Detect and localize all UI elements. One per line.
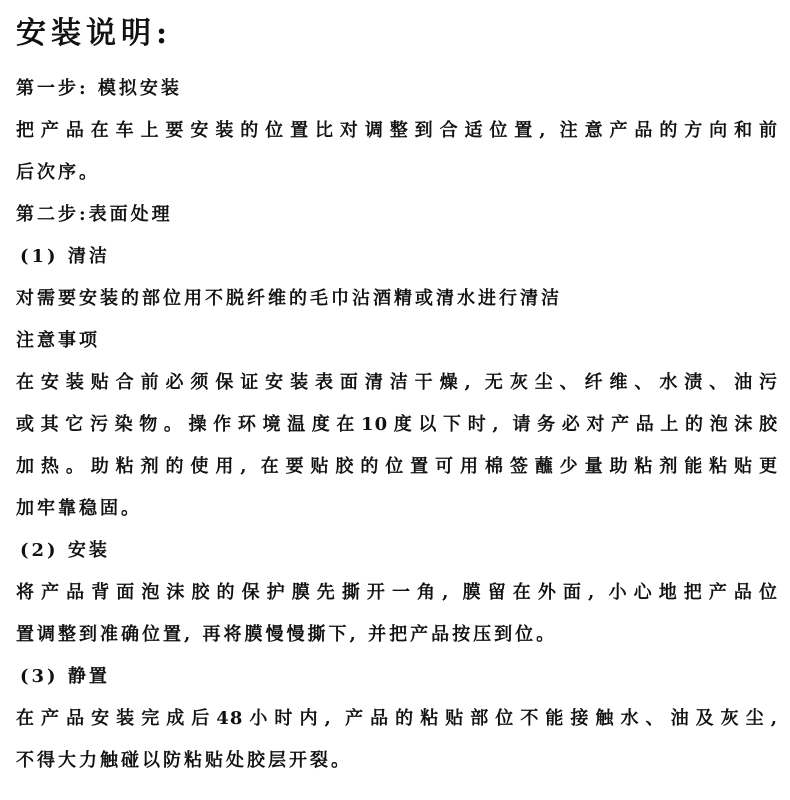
rest-subheading: (3) 静置 xyxy=(20,666,110,687)
step1-paragraph-line: 把产品在车上要安装的位置比对调整到合适位置, 注意产品的方向和前 xyxy=(16,120,778,141)
notice-paragraph-line: 加牢靠稳固。 xyxy=(16,498,142,519)
step1-heading: 第一步: 模拟安装 xyxy=(16,78,182,99)
notice-heading: 注意事项 xyxy=(16,330,100,351)
step2-heading: 第二步:表面处理 xyxy=(16,204,173,225)
rest-paragraph-line: 在产品安装完成后48小时内, 产品的粘贴部位不能接触水、油及灰尘, xyxy=(16,708,778,729)
notice-paragraph-line: 在安装贴合前必须保证安装表面清洁干燥, 无灰尘、纤维、水渍、油污 xyxy=(16,372,778,393)
install-paragraph-line: 置调整到准确位置, 再将膜慢慢撕下, 并把产品按压到位。 xyxy=(16,624,558,645)
install-paragraph-line: 将产品背面泡沫胶的保护膜先撕开一角, 膜留在外面, 小心地把产品位 xyxy=(16,582,778,603)
notice-paragraph-line: 或其它污染物。操作环境温度在10度以下时, 请务必对产品上的泡沫胶 xyxy=(16,414,778,435)
notice-paragraph-line: 加热。助粘剂的使用, 在要贴胶的位置可用棉签蘸少量助粘剂能粘贴更 xyxy=(16,456,778,477)
page-title: 安装说明: xyxy=(16,16,173,51)
step1-paragraph-line: 后次序。 xyxy=(16,162,100,183)
install-subheading: (2) 安装 xyxy=(20,540,110,561)
rest-paragraph-line: 不得大力触碰以防粘贴处胶层开裂。 xyxy=(16,750,352,771)
cleaning-paragraph-line: 对需要安装的部位用不脱纤维的毛巾沾酒精或清水进行清洁 xyxy=(16,288,562,309)
cleaning-subheading: (1) 清洁 xyxy=(20,246,110,267)
